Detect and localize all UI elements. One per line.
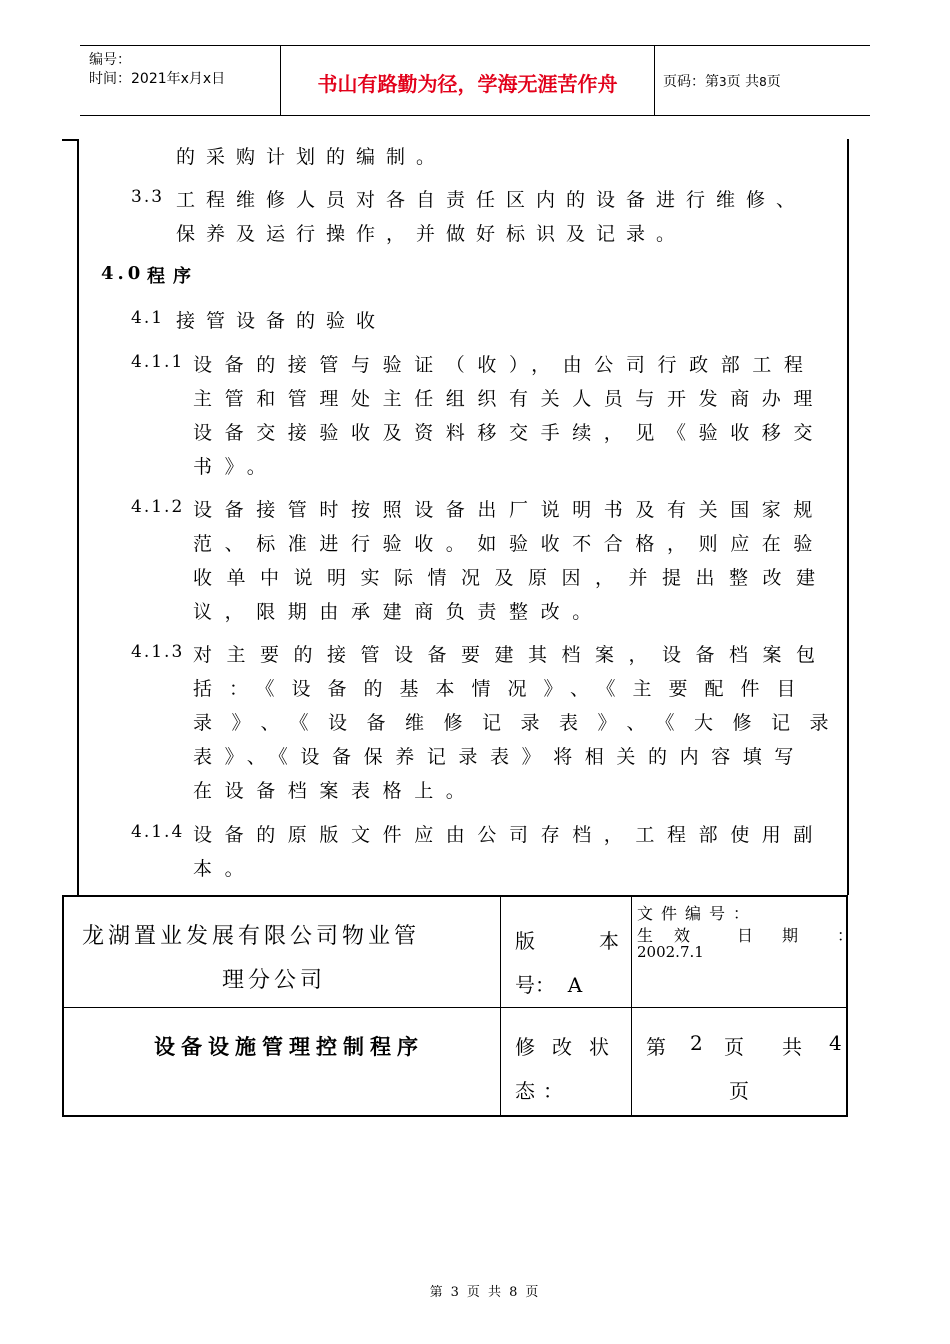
text-line: 表》、《设备保养记录表》将相关的内容填写 xyxy=(193,746,807,768)
company-name-line1: 龙湖置业发展有限公司物业管 xyxy=(82,924,421,949)
effective-date-value: 2002.7.1 xyxy=(637,943,704,961)
item-number: 4.1.1 xyxy=(131,352,185,372)
item-number: 3.3 xyxy=(131,187,165,207)
item-number: 4.1.2 xyxy=(131,497,185,517)
version-label-b: 本 xyxy=(599,929,619,953)
text-line: 书》。 xyxy=(193,456,279,478)
text-line: 括：《设备的基本情况》、《主要配件目 xyxy=(193,678,813,700)
page-footer: 第 3 页 共 8 页 xyxy=(429,1285,541,1300)
text-line: 设备的接管与验证（收），由公司行政部工程 xyxy=(193,354,816,376)
text-line: 的采购计划的编制。 xyxy=(176,146,447,168)
doc-number-label: 编号： xyxy=(89,52,131,68)
text-line: 录》、《设备维修记录表》、《大修记录 xyxy=(193,712,849,734)
item-number: 4.1.3 xyxy=(131,642,185,662)
version-label-a: 版 xyxy=(515,929,535,953)
time-label: 时间：2021年x月x日 xyxy=(89,71,226,87)
table-page-suffix: 页 xyxy=(729,1079,749,1103)
text-line: 范、标准进行验收。如验收不合格，则应在验 xyxy=(193,533,826,555)
procedure-title: 设备设施管理控制程序 xyxy=(154,1034,424,1059)
doc-number-label: 文件编号： xyxy=(637,904,758,923)
text-line: 设备交接验收及资料移交手续，见《验收移交 xyxy=(193,422,826,444)
frame-top-stub xyxy=(62,139,78,141)
section-title: 程序 xyxy=(147,266,199,287)
header-page-number: 页码：第3页 共8页 xyxy=(663,74,781,90)
text-line: 设备的原版文件应由公司存档，工程部使用副 xyxy=(193,824,826,846)
item-number: 4.1 xyxy=(131,308,165,328)
document-info-table: 龙湖置业发展有限公司物业管 理分公司 版 本 号： A 文件编号： 生 效 日 期 ： 2002.7.1 设备设施管理控制程序 修改状 态： 第 2 页 共 4 页 xyxy=(62,895,848,1117)
revision-label-line2: 态： xyxy=(515,1079,571,1103)
item-title: 接管设备的验收 xyxy=(176,310,387,332)
motto-text: 书山有路勤为径，学海无涯苦作舟 xyxy=(317,72,618,96)
section-number: 4.0 xyxy=(101,263,145,284)
company-name-line2: 理分公司 xyxy=(222,968,327,993)
frame-right-line xyxy=(847,139,849,895)
revision-label-line1: 修改状 xyxy=(515,1035,626,1059)
text-line: 议，限期由承建商负责整改。 xyxy=(193,601,604,623)
text-line: 在设备档案表格上。 xyxy=(193,780,478,802)
text-line: 主管和管理处主任组织有关人员与开发商办理 xyxy=(193,388,826,410)
header-page-cell xyxy=(655,46,870,115)
header-meta-cell xyxy=(80,46,281,115)
version-value: 号： A xyxy=(515,973,583,997)
text-line: 收单中说明实际情况及原因，并提出整改建 xyxy=(193,567,830,589)
frame-left-line xyxy=(77,139,79,895)
text-line: 设备接管时按照设备出厂说明书及有关国家规 xyxy=(193,499,826,521)
text-line: 对主要的接管设备要建其档案，设备档案包 xyxy=(193,644,830,666)
text-line: 本。 xyxy=(193,858,257,880)
item-number: 4.1.4 xyxy=(131,822,185,842)
text-line: 保养及运行操作，并做好标识及记录。 xyxy=(176,223,687,245)
page-header xyxy=(80,45,870,116)
text-line: 工程维修人员对各自责任区内的设备进行维修、 xyxy=(176,189,807,211)
header-motto-cell xyxy=(281,46,655,115)
